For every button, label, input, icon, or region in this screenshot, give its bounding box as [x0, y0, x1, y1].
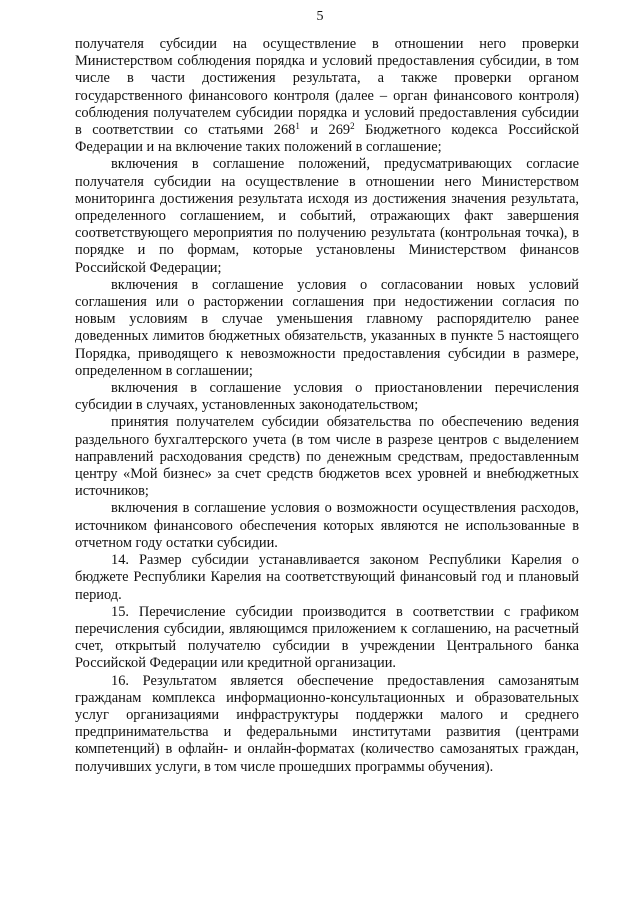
superscript-1: 1: [295, 121, 300, 132]
paragraph-continuation: получателя субсидии на осуществление в отношении него проверки Министерством соблюдения порядка и условий предоставления субсидии, в том числе в части достижения результата, а также проверки органом государственного финансового контроля (далее – орган финансового контроля) соблюдения получателем субсидии порядка и условий предоставления субсидии в соответствии со статьями $268^1$ и $269^2$ Бюджетного кодекса Российской Федерации и на включение таких положений в соглашение;: [75, 36, 580, 156]
superscript-2: 2: [350, 121, 355, 132]
paragraph-mfin-monitoring: включения в соглашение положений, предусматривающих согласие получателя субсидии на осуществление в отношении него Министерством мониторинга достижения результата исходя из достижения значения результата, определенного соглашением, и событий, отражающих факт завершения соответствующего мероприятия по получению результата (контрольная точка), в порядке и по формам, которые установлены Министерством финансов Российской Федерации;: [75, 156, 579, 276]
paragraph-new-conditions: включения в соглашение условия о согласовании новых условий соглашения или о расторжении соглашения при недостижении согласия по новым условиям в случае уменьшения главному распорядителю ранее доведенных лимитов бюджетных обязательств, указанных в пункте 5 настоящего Порядка, приводящего к невозможности предоставления субсидии в размере, определенном в соглашении;: [75, 276, 579, 379]
paragraph-item-16: 16. Результатом является обеспечение предоставления самозанятым гражданам комплекса информационно-консультационных и образовательных услуг организациями инфраструктуры поддержки малого и среднего предпринимательства и федеральными институтами развития (центрами компетенций) в офлайн- и онлайн-форматах (количество самозанятых граждан, получивших услуги, в том числе прошедших программы обучения).: [75, 672, 579, 775]
paragraph-item-14: 14. Размер субсидии устанавливается законом Республики Карелия о бюджете Республики Карелия на соответствующий финансовый год и плановый период.: [75, 552, 579, 603]
paragraph-remainders: включения в соглашение условия о возможности осуществления расходов, источником финансового обеспечения которых являются не использованные в отчетном году остатки субсидии.: [75, 500, 579, 551]
paragraph-item-15: 15. Перечисление субсидии производится в соответствии с графиком перечисления субсидии, являющимся приложением к соглашению, на расчетный счет, открытый получателю субсидии в учреждении Центрального банка Российской Федерации или кредитной организации.: [75, 603, 579, 672]
document-body: [75, 36, 579, 776]
paragraph-suspension: включения в соглашение условия о приостановлении перечисления субсидии в случаях, установленных законодательством;: [75, 380, 579, 414]
paragraph-accounting: принятия получателем субсидии обязательства по обеспечению ведения раздельного бухгалтерского учета (в том числе в разрезе центров с выделением направлений расходования средств) по денежным средствам, предоставленным центру «Мой бизнес» за счет средств бюджетов всех уровней и внебюджетных источников;: [75, 414, 579, 500]
page-number: 5: [316, 9, 324, 24]
